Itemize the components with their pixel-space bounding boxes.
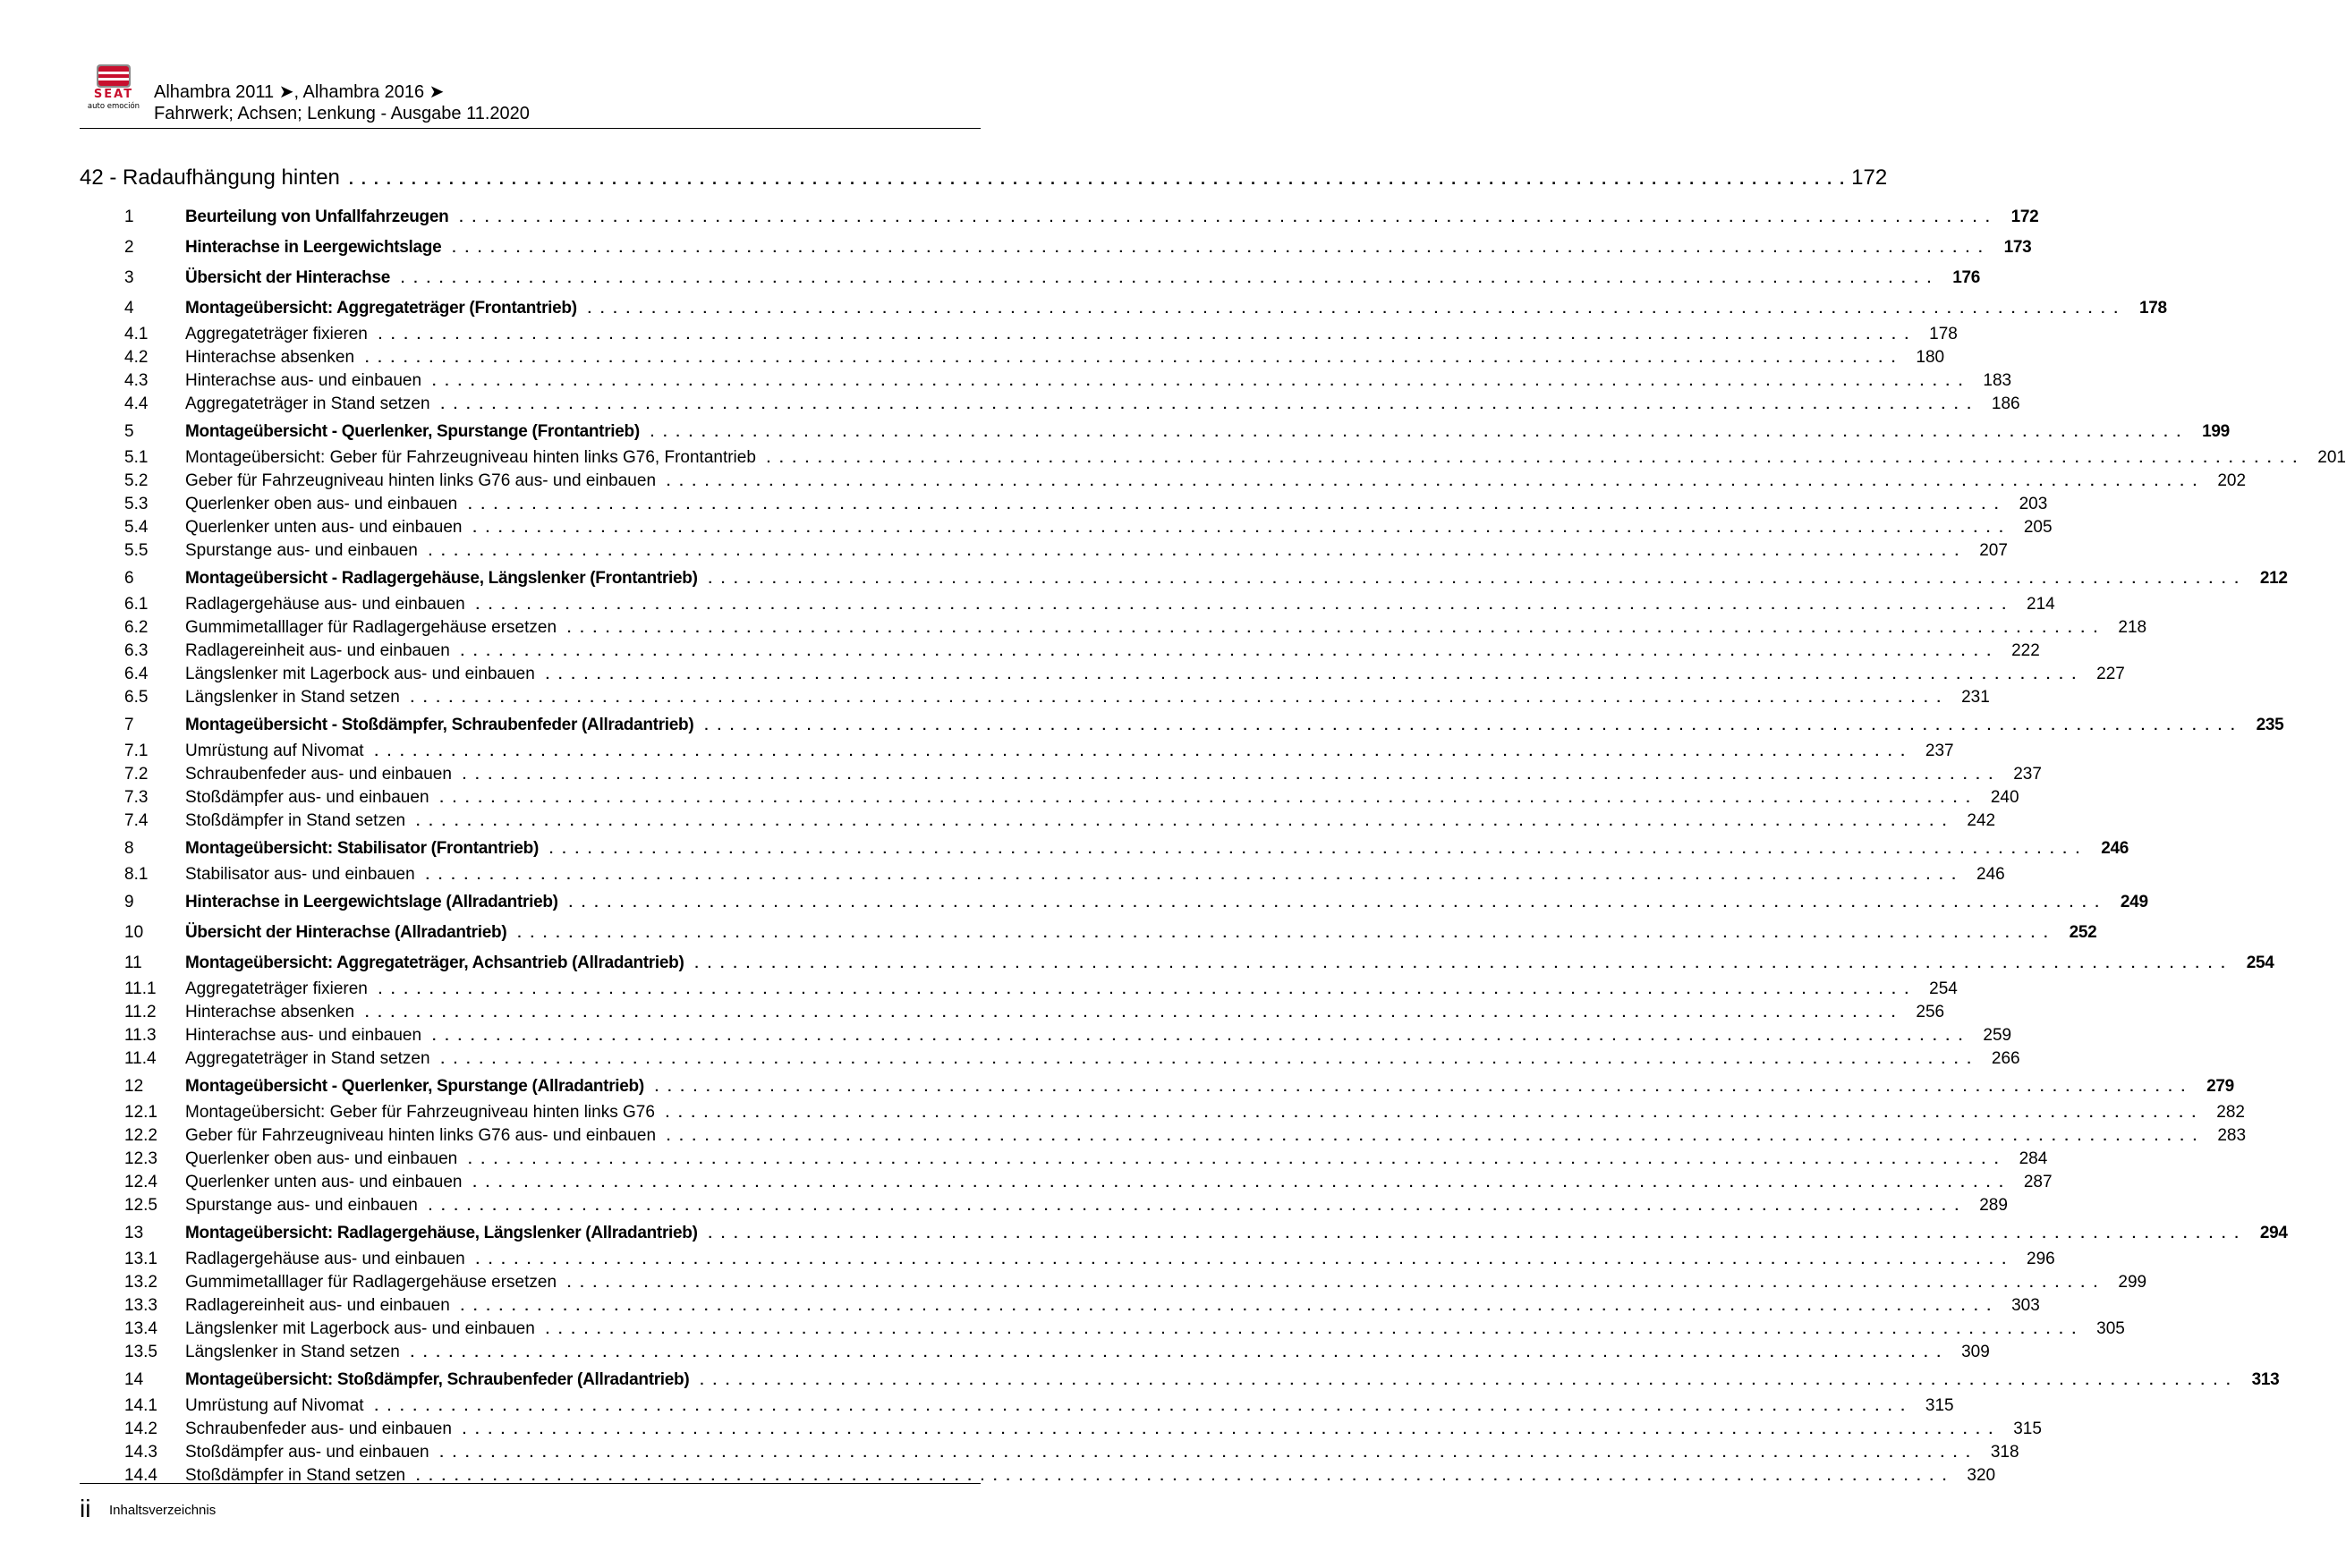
- toc-entry-page: 315: [1925, 1396, 1954, 1415]
- toc-entry[interactable]: [80, 919, 2097, 949]
- toc-entry-page: 294: [2259, 1224, 2288, 1242]
- toc-entry-number: 13.3: [124, 1296, 157, 1315]
- leader-dots: . . . . . . . . . . . . . . . . . . . . . . . . . . . . . . . . . . . . . . . . . . . . . . . . . . . . . . . . . . . . . . . . . . . . . . . . . . . . . . . . . . . . . . . . . . . . . . . . . . . . . . . . . . . . . . . . . . . . . . . .: [587, 301, 2121, 317]
- leader-dots: . . . . . . . . . . . . . . . . . . . . . . . . . . . . . . . . . . . . . . . . . . . . . . . . . . . . . . . . . . . . . . . . . . . . . . . . . . . . . . . . . . . . . . . . . . . . . . . . . . . . . . . . . . . . . . . . . . . . . . . .: [410, 1345, 1943, 1360]
- toc-entry[interactable]: [80, 788, 2019, 811]
- toc-entry-number: 11.4: [124, 1049, 157, 1068]
- toc-entry-title: Montageübersicht: Stabilisator (Frontantrieb): [185, 839, 540, 858]
- leader-dots: . . . . . . . . . . . . . . . . . . . . . . . . . . . . . . . . . . . . . . . . . . . . . . . . . . . . . . . . . . . . . . . . . . . . . . . . . . . . . . . . . . . . . . . . . . . . . . . . . . . . . . . . . . . . . . . . . . . . . . . .: [517, 926, 2051, 941]
- toc-entry[interactable]: [80, 665, 2125, 688]
- toc-entry[interactable]: [80, 765, 2042, 788]
- toc-entry[interactable]: [80, 1466, 1996, 1489]
- toc-entry[interactable]: [80, 471, 2247, 495]
- toc-entry-page: 246: [1976, 865, 2005, 884]
- brand-tagline: auto emoción: [87, 102, 140, 111]
- toc-entry-title: Montageübersicht - Querlenker, Spurstange (Frontantrieb): [185, 422, 640, 441]
- toc-entry-number: 3: [124, 268, 134, 287]
- toc-entry[interactable]: [80, 1296, 2040, 1319]
- toc-entry-title: Stoßdämpfer aus- und einbauen: [185, 1443, 429, 1462]
- toc-entry-page: 309: [1961, 1343, 1990, 1361]
- footer-section-label: Inhaltsverzeichnis: [109, 1503, 217, 1518]
- toc-entry-number: 14.1: [124, 1396, 157, 1415]
- toc-entry-title: Aggregateträger in Stand setzen: [185, 1049, 430, 1068]
- toc-entry[interactable]: [80, 418, 2230, 448]
- toc-entry[interactable]: [80, 1443, 2019, 1466]
- toc-entry-title: Montageübersicht: Geber für Fahrzeugniveau hinten links G76: [185, 1103, 655, 1122]
- toc-entry-number: 8.1: [124, 865, 149, 884]
- toc-entry-page: 235: [2256, 716, 2284, 734]
- toc-entry-title: Montageübersicht: Stoßdämpfer, Schraubenfeder (Allradantrieb): [185, 1370, 690, 1389]
- seat-emblem-icon: [80, 63, 148, 89]
- toc-chapter-heading[interactable]: [80, 165, 1888, 203]
- toc-entry-title: Stoßdämpfer in Stand setzen: [185, 811, 406, 830]
- toc-entry-title: Montageübersicht: Aggregateträger (Frontantrieb): [185, 299, 577, 318]
- leader-dots: . . . . . . . . . . . . . . . . . . . . . . . . . . . . . . . . . . . . . . . . . . . . . . . . . . . . . . . . . . . . . . . . . . . . . . . . . . . . . . . . . . . . . . . . . . . . . . . . . . . . . . . . . . . . . . . . . . . . . . . .: [462, 1422, 1995, 1437]
- toc-entry-page: 246: [2101, 839, 2129, 858]
- toc-entry-title: Geber für Fahrzeugniveau hinten links G76 aus- und einbauen: [185, 471, 657, 490]
- toc-entry-number: 4.3: [124, 371, 149, 390]
- leader-dots: . . . . . . . . . . . . . . . . . . . . . . . . . . . . . . . . . . . . . . . . . . . . . . . . . . . . . . . . . . . . . . . . . . . . . . . . . . . . . . . . . . . . . . . . . . . . . . . . . . . . . . . . . . . . . . . . . . . . . . . .: [439, 791, 1973, 806]
- leader-dots: . . . . . . . . . . . . . . . . . . . . . . . . . . . . . . . . . . . . . . . . . . . . . . . . . . . . . . . . . . . . . . . . . . . . . . . . . . . . . . . . . . . . . . . . . . . . . . . . . . . . . . . . . . . . . . . . . . . . . . . .: [472, 1175, 2006, 1191]
- toc-entry-title: Geber für Fahrzeugniveau hinten links G76 aus- und einbauen: [185, 1126, 657, 1145]
- toc-entry[interactable]: [80, 618, 2147, 641]
- leader-dots: . . . . . . . . . . . . . . . . . . . . . . . . . . . . . . . . . . . . . . . . . . . . . . . . . . . . . . . . . . . . . . . . . . . . . . . . . . . . . . . . . . . . . . . . . . . . . . . . . . . . . . . . . . . . . . . . . . . . . . . .: [567, 1276, 2101, 1291]
- toc-entry-number: 7.2: [124, 765, 149, 784]
- toc-entry[interactable]: [80, 1420, 2042, 1443]
- toc-entry-page: 201: [2317, 448, 2346, 467]
- toc-entry-title: Radlagergehäuse aus- und einbauen: [185, 1250, 465, 1268]
- header-manual-line: Fahrwerk; Achsen; Lenkung - Ausgabe 11.2020: [154, 104, 530, 123]
- toc-entry-number: 13.1: [124, 1250, 157, 1268]
- toc-entry-title: Längslenker mit Lagerbock aus- und einbauen: [185, 1319, 535, 1338]
- toc-entry-number: 12.5: [124, 1196, 157, 1215]
- toc-entry-page: 237: [2013, 765, 2042, 784]
- leader-dots: . . . . . . . . . . . . . . . . . . . . . . . . . . . . . . . . . . . . . . . . . . . . . . . . . . . . . . . . . . . . . . . . . . . . . . . . . . . . . . . . . . . . . . . . . . . . . . . . . . . . . . . . . . . . . . . . . . . . . . . .: [416, 1469, 1950, 1484]
- leader-dots: . . . . . . . . . . . . . . . . . . . . . . . . . . . . . . . . . . . . . . . . . . . . . . . . . . . . . . . . . . . . . . . . . . . . . . . . . . . . . . . . . . . . . . . . . . . . . . . . . . . . . . . . . . . . . . . . . . . . . . . .: [568, 895, 2102, 911]
- toc-entry-title: Stabilisator aus- und einbauen: [185, 865, 415, 884]
- toc-entry-number: 6.2: [124, 618, 149, 637]
- toc-entry[interactable]: [80, 641, 2040, 665]
- brand-name: SEAT: [93, 88, 134, 101]
- toc-entry[interactable]: [80, 949, 2274, 979]
- toc-entry-number: 10: [124, 923, 144, 942]
- toc-entry[interactable]: [80, 1273, 2147, 1296]
- toc-entry-title: Aggregateträger in Stand setzen: [185, 394, 430, 413]
- toc-entry-title: Übersicht der Hinterachse: [185, 268, 391, 287]
- toc-entry-title: Querlenker oben aus- und einbauen: [185, 1149, 458, 1168]
- leader-dots: . . . . . . . . . . . . . . . . . . . . . . . . . . . . . . . . . . . . . . . . . . . . . . . . . . . . . . . . . . . . . . . . . . . . . . . . . . . . . . . . . . . . . . . . . . . . . . . . . . . . . . . . . . . . . . . . . . . . . . . .: [378, 327, 1911, 343]
- toc-entry-number: 4.4: [124, 394, 149, 413]
- toc-entry-page: 320: [1967, 1466, 1996, 1485]
- leader-dots: . . . . . . . . . . . . . . . . . . . . . . . . . . . . . . . . . . . . . . . . . . . . . . . . . . . . . . . . . . . . . . . . . . . . . . . . . . . . . . . . . . . . . . . . . . . . . . . . . . . . . . . . . . . . . . . . . . . . . . . .: [439, 1445, 1973, 1461]
- toc-entry-number: 7: [124, 716, 134, 734]
- toc-entry[interactable]: [80, 1072, 2234, 1103]
- chapter-page: 172: [1851, 165, 1888, 190]
- toc-entry[interactable]: [80, 1219, 2288, 1250]
- toc-entry-page: 296: [2027, 1250, 2055, 1268]
- toc-entry-number: 11.1: [124, 979, 157, 998]
- toc-entry-page: 287: [2023, 1173, 2053, 1191]
- leader-dots: . . . . . . . . . . . . . . . . . . . . . . . . . . . . . . . . . . . . . . . . . . . . . . . . . . . . . . . . . . . . . . . . . . . . . . . . . . . . . . . . . . . . . . . . . . . . . . . . . . . . . . . . . . . . . . . . . . . . . . . .: [766, 451, 2299, 466]
- toc-entry-number: 1: [124, 208, 134, 226]
- toc-entry-title: Stoßdämpfer in Stand setzen: [185, 1466, 406, 1485]
- toc-entry[interactable]: [80, 742, 1954, 765]
- toc-entry-title: Hinterachse aus- und einbauen: [185, 371, 422, 390]
- leader-dots: . . . . . . . . . . . . . . . . . . . . . . . . . . . . . . . . . . . . . . . . . . . . . . . . . . . . . . . . . . . . . . . . . . . . . . . . . . . . . . . . . . . . . . . . . . . . . . . . . . . . . . . . . . . . . . . . . . . . . . . .: [440, 1052, 1974, 1067]
- leader-dots: . . . . . . . . . . . . . . . . . . . . . . . . . . . . . . . . . . . . . . . . . . . . . . . . . . . . . . . . . . . . . . . . . . . . . . . . . . . . . . . . . . . . . . . . . . . . . . . . . . . . . . . . . . . . . . . . . . . . . . . .: [365, 351, 1899, 366]
- leader-dots: . . . . . . . . . . . . . . . . . . . . . . . . . . . . . . . . . . . . . . . . . . . . . . . . . . . . . . . . . . . . . . . . . . . . . . . . . . . . . . . . . . . . . . . . . . . . . . . . . . . . . . . . . . . . . . . . . . . . . . . .: [654, 1080, 2188, 1095]
- leader-dots: . . . . . . . . . . . . . . . . . . . . . . . . . . . . . . . . . . . . . . . . . . . . . . . . . . . . . . . . . . . . . . . . . . . . . . . . . . . . . . . . . . . . . . . . . . . . . . . . . . . . . . . . . . . . . . . . . . . . . . . .: [468, 1152, 2002, 1167]
- leader-dots: . . . . . . . . . . . . . . . . . . . . . . . . . . . . . . . . . . . . . . . . . . . . . . . . . . . . . . . . . . . . . . . . . . . . . . . . . . . . . . . . . . . . . . . . . . . . . . . . . . . . . . . . . . . . . . . . . . . . . . . .: [432, 374, 1966, 389]
- toc-entry-page: 202: [2217, 471, 2247, 490]
- toc-entry[interactable]: [80, 348, 1945, 371]
- toc-entry-title: Montageübersicht: Aggregateträger, Achsantrieb (Allradantrieb): [185, 954, 684, 972]
- toc-entry-number: 4: [124, 299, 134, 318]
- toc-entry-number: 7.1: [124, 742, 149, 760]
- toc-entry-number: 14.3: [124, 1443, 157, 1462]
- leader-dots: . . . . . . . . . . . . . . . . . . . . . . . . . . . . . . . . . . . . . . . . . . . . . . . . . . . . . . . . . . . . . . . . . . . . . . . . . . . . . . . . . . . . . . . . . . . . . . . . . . . . . . . . . . . . . . . . . . . . . . . .: [708, 572, 2241, 587]
- toc-entry-title: Längslenker in Stand setzen: [185, 1343, 400, 1361]
- toc-entry-title: Umrüstung auf Nivomat: [185, 742, 364, 760]
- toc-entry-page: 218: [2118, 618, 2147, 637]
- toc-entry[interactable]: [80, 518, 2053, 541]
- toc-entry-page: 172: [2010, 208, 2039, 226]
- toc-entry-page: 186: [1991, 394, 2020, 413]
- leader-dots: . . . . . . . . . . . . . . . . . . . . . . . . . . . . . . . . . . . . . . . . . . . . . . . . . . . . . . . . . . . . . . . . . . . . . . . . . . . . . . . . . . . . . . . . . . . . . . . . . . . . . . . . . . . . . . . . . . . . . . . .: [416, 814, 1950, 829]
- toc-entry-number: 13.4: [124, 1319, 157, 1338]
- leader-dots: . . . . . . . . . . . . . . . . . . . . . . . . . . . . . . . . . . . . . . . . . . . . . . . . . . . . . . . . . . . . . . . . . . . . . . . . . . . . . . . . . . . . . . . . . . . . . . . . . . . . . . . . . . . . . . . . . . . . . . . .: [708, 1226, 2241, 1242]
- toc-entry-title: Hinterachse aus- und einbauen: [185, 1026, 422, 1045]
- leader-dots: . . . . . . . . . . . . . . . . . . . . . . . . . . . . . . . . . . . . . . . . . . . . . . . . . . . . . . . . . . . . . . . . . . . . . . . . . . . . . . . . . . . . . . . . . . . . . . . . . . . . . . . . . . . . . . . . . . . . . . . .: [665, 1106, 2198, 1121]
- toc-entry-title: Umrüstung auf Nivomat: [185, 1396, 364, 1415]
- toc-entry-number: 9: [124, 893, 134, 911]
- toc-entry-page: 205: [2023, 518, 2053, 537]
- leader-dots: . . . . . . . . . . . . . . . . . . . . . . . . . . . . . . . . . . . . . . . . . . . . . . . . . . . . . . . . . . . . . . . . . . . . . . . . . . . . . . . . . . . . . . . . . . . . . . . . . . . . . . . . . . . . . . . . . . . . . . . .: [694, 956, 2228, 971]
- toc-entry-page: 237: [1925, 742, 1954, 760]
- toc-entries: [80, 203, 2346, 1489]
- toc-entry-page: 222: [2011, 641, 2040, 660]
- toc-entry-page: 256: [1916, 1003, 1945, 1021]
- toc-entry-page: 254: [1929, 979, 1958, 998]
- toc-entry-page: 279: [2206, 1077, 2234, 1096]
- toc-entry[interactable]: [80, 371, 2012, 394]
- toc-entry-page: 252: [2069, 923, 2097, 942]
- toc-entry-page: 231: [1961, 688, 1990, 707]
- toc-entry[interactable]: [80, 1343, 1990, 1366]
- leader-dots: . . . . . . . . . . . . . . . . . . . . . . . . . . . . . . . . . . . . . . . . . . . . . . . . . . . . . . . . . . . . . . . . . . . . . . . . . . . . . . . . . . . . . . . . . . . . . . . . . . . . . . . . . . . . . . . . . . . . . . . .: [462, 767, 1995, 783]
- toc-entry[interactable]: [80, 1103, 2245, 1126]
- toc-entry-number: 14.2: [124, 1420, 157, 1438]
- toc-entry-number: 5: [124, 422, 134, 441]
- footer-page-number: ii: [80, 1495, 91, 1522]
- leader-dots: . . . . . . . . . . . . . . . . . . . . . . . . . . . . . . . . . . . . . . . . . . . . . . . . . . . . . . . . . . . . . . . . . . . . . . . . . . . . . . . . . . . . . . . . . . . . . . . . . . . . . . . . . . . . . . . . . . . . . . . .: [545, 1322, 2078, 1337]
- toc-entry-number: 5.3: [124, 495, 149, 513]
- leader-dots: . . . . . . . . . . . . . . . . . . . . . . . . . . . . . . . . . . . . . . . . . . . . . . . . . . . . . . . . . . . . . . . . . . . . . . . . . . . . . . . . . . . . . . . . . . . . . . . . . . . . . . . . . . . . . . . . . . . . . . . .: [428, 544, 1961, 559]
- toc-entry-page: 266: [1991, 1049, 2020, 1068]
- toc-entry[interactable]: [80, 448, 2346, 471]
- toc-entry[interactable]: [80, 541, 2008, 564]
- toc-entry[interactable]: [80, 711, 2284, 742]
- toc-entry-page: 305: [2096, 1319, 2125, 1338]
- toc-entry-number: 2: [124, 238, 134, 257]
- toc-entry-page: 178: [2138, 299, 2167, 318]
- toc-entry-number: 11.2: [124, 1003, 157, 1021]
- leader-dots: . . . . . . . . . . . . . . . . . . . . . . . . . . . . . . . . . . . . . . . . . . . . . . . . . . . . . . . . . . . . . . . . . . . . . . . . . . . . . . . . . . . . . . . . . . . . . . . . . . . . . . . . . . . . . . . . . . . . . . . .: [475, 598, 2009, 613]
- toc-entry-title: Montageübersicht - Stoßdämpfer, Schraubenfeder (Allradantrieb): [185, 716, 694, 734]
- toc-entry[interactable]: [80, 1196, 2008, 1219]
- toc-entry-title: Hinterachse in Leergewichtslage (Allradantrieb): [185, 893, 558, 911]
- toc-entry-number: 8: [124, 839, 134, 858]
- toc-entry-number: 6.5: [124, 688, 149, 707]
- leader-dots: . . . . . . . . . . . . . . . . . . . . . . . . . . . . . . . . . . . . . . . . . . . . . . . . . . . . . . . . . . . . . . . . . . . . . . . . . . . . . . . . . . . . . . . . . . . . . . . . . . . . . . . . . . . . . . . . . . . . . . . .: [452, 241, 1985, 256]
- toc-entry-title: Montageübersicht: Geber für Fahrzeugniveau hinten links G76, Frontantrieb: [185, 448, 756, 467]
- toc-entry-number: 13.5: [124, 1343, 157, 1361]
- toc-entry-number: 4.2: [124, 348, 149, 367]
- toc-entry-page: 183: [1983, 371, 2012, 390]
- toc-entry-title: Beurteilung von Unfallfahrzeugen: [185, 208, 449, 226]
- leader-dots: . . . . . . . . . . . . . . . . . . . . . . . . . . . . . . . . . . . . . . . . . . . . . . . . . . . . . . . . . . . . . . . . . . . . . . . . . . . . . . . . . . . . . . . . . . . . . . . . . . . . . . . . . . . . . . . . . . . . . . . .: [432, 1029, 1966, 1044]
- toc-entry[interactable]: [80, 264, 1981, 294]
- toc-entry-title: Hinterachse absenken: [185, 1003, 355, 1021]
- toc-entry-page: 259: [1983, 1026, 2012, 1045]
- toc-entry-page: 178: [1929, 325, 1958, 343]
- toc-entry-title: Radlagereinheit aus- und einbauen: [185, 1296, 450, 1315]
- toc-entry-title: Aggregateträger fixieren: [185, 979, 368, 998]
- toc-entry[interactable]: [80, 835, 2129, 865]
- toc-entry-title: Gummimetalllager für Radlagergehäuse ersetzen: [185, 618, 557, 637]
- toc-entry-number: 12.3: [124, 1149, 157, 1168]
- toc-entry-number: 14.4: [124, 1466, 157, 1485]
- toc-entry[interactable]: [80, 1250, 2055, 1273]
- leader-dots: . . . . . . . . . . . . . . . . . . . . . . . . . . . . . . . . . . . . . . . . . . . . . . . . . . . . . . . . . . . . . . . . . . . . . . . . . . . . . . . . . . . . . . . . . . . . . . . . . . . . . . . . . . . . . . . . . . . . . . . .: [460, 1299, 1993, 1314]
- toc-entry[interactable]: [80, 688, 1990, 711]
- leader-dots: . . . . . . . . . . . . . . . . . . . . . . . . . . . . . . . . . . . . . . . . . . . . . . . . . . . . . . . . . . . . . . . . . . . . . . . . . . . . . . . . . . . . . . . . . . . . . . . . . . . . . . . . . . . . . . . . . . . . . . . .: [401, 271, 1934, 286]
- toc-entry[interactable]: [80, 1049, 2020, 1072]
- toc-entry-page: 299: [2118, 1273, 2147, 1292]
- toc-entry-page: 303: [2011, 1296, 2040, 1315]
- leader-dots: . . . . . . . . . . . . . . . . . . . . . . . . . . . . . . . . . . . . . . . . . . . . . . . . . . . . . . . . . . . . . . . . . . . . . . . . . . . . . . . . . . . . . . . . . . . . . . . . . . . . . . . . . . . . . . . . . . . . . . . .: [428, 1199, 1961, 1214]
- leader-dots: . . . . . . . . . . . . . . . . . . . . . . . . . . . . . . . . . . . . . . . . . . . . . . . . . . . . . . . . . . . . . . . . . . . . . . . . . . . . . . . . . . . . . . . . . . . . . . . . . . . . . . . . . . . . . . . . . . . . . . . .: [545, 667, 2078, 682]
- seat-logo: [80, 63, 148, 114]
- toc-entry-page: 203: [2019, 495, 2048, 513]
- leader-dots: . . . . . . . . . . . . . . . . . . . . . . . . . . . . . . . . . . . . . . . . . . . . . . . . . . . . . . . . . . . . . . . . . . . . . . . . . . . . . . . . . . . . . . . . . . . . . . . . . . . . . . . . . . . . . . . . . . . . . . . .: [365, 1005, 1899, 1021]
- toc-entry[interactable]: [80, 979, 1958, 1003]
- toc-entry-number: 6.3: [124, 641, 149, 660]
- toc-entry-page: 212: [2259, 569, 2288, 588]
- toc-entry[interactable]: [80, 1126, 2247, 1149]
- leader-dots: . . . . . . . . . . . . . . . . . . . . . . . . . . . . . . . . . . . . . . . . . . . . . . . . . . . . . . . . . . . . . . . . . . . . . . . . . . . . . . . . . . . . . . . . . . . . . . . . . . . . . . . . . . . . . . . . . . . . . . . .: [700, 1373, 2233, 1388]
- toc-entry-title: Spurstange aus- und einbauen: [185, 1196, 418, 1215]
- toc-entry-number: 4.1: [124, 325, 149, 343]
- toc-entry[interactable]: [80, 1173, 2053, 1196]
- toc-entry[interactable]: [80, 1366, 2280, 1396]
- toc-entry[interactable]: [80, 1319, 2125, 1343]
- toc-entry-page: 242: [1967, 811, 1996, 830]
- toc-entry-page: 207: [1979, 541, 2008, 560]
- toc-entry-number: 6.1: [124, 595, 149, 614]
- toc-entry[interactable]: [80, 495, 2048, 518]
- toc-entry-number: 13: [124, 1224, 144, 1242]
- toc-entry-page: 318: [1990, 1443, 2019, 1462]
- toc-entry-number: 5.4: [124, 518, 149, 537]
- leader-dots: . . . . . . . . . . . . . . . . . . . . . . . . . . . . . . . . . . . . . . . . . . . . . . . . . . . . . . . . . . . . . . . . . . . . . . . . . . . . . . . . . . . . . . . . . . . . . . . . . . . . . . . . . . . . . . . . . . . . . . . .: [475, 1252, 2009, 1267]
- toc-entry-title: Montageübersicht - Querlenker, Spurstange (Allradantrieb): [185, 1077, 644, 1096]
- toc-entry-title: Querlenker unten aus- und einbauen: [185, 518, 463, 537]
- toc-entry-title: Aggregateträger fixieren: [185, 325, 368, 343]
- toc-entry[interactable]: [80, 595, 2055, 618]
- toc-entry-title: Längslenker in Stand setzen: [185, 688, 400, 707]
- toc-entry-title: Querlenker oben aus- und einbauen: [185, 495, 458, 513]
- toc-entry-title: Montageübersicht - Radlagergehäuse, Längslenker (Frontantrieb): [185, 569, 698, 588]
- toc-entry-title: Spurstange aus- und einbauen: [185, 541, 418, 560]
- leader-dots: . . . . . . . . . . . . . . . . . . . . . . . . . . . . . . . . . . . . . . . . . . . . . . . . . . . . . . . . . . . . . . . . . . . . . . . . . . . . . . . . . . . . . . . . . . . . . . . . . . . . . . . . . . . . . . . . . . . . . . . .: [667, 1129, 2200, 1144]
- toc-entry-title: Längslenker mit Lagerbock aus- und einbauen: [185, 665, 535, 683]
- toc-entry-page: 227: [2096, 665, 2125, 683]
- leader-dots: . . . . . . . . . . . . . . . . . . . . . . . . . . . . . . . . . . . . . . . . . . . . . . . . . . . . . . . . . . . . . . . . . . . . . . . . . . . . . . . . . . . . . . . . . . . . . . . . . . . . . . . . . . . . . . . . . . . . . . . .: [425, 868, 1959, 883]
- toc-entry-number: 5.5: [124, 541, 149, 560]
- toc-entry[interactable]: [80, 564, 2288, 595]
- leader-dots: . . . . . . . . . . . . . . . . . . . . . . . . . . . . . . . . . . . . . . . . . . . . . . . . . . . . . . . . . . . . . . . . . . . . . . . . . . . . . . . . . . . . . . . . . . . . . . . . . . . . . . . . . . . . . . . . . . . . . . . .: [460, 644, 1993, 659]
- toc-entry-page: 289: [1979, 1196, 2008, 1215]
- toc-entry-page: 240: [1990, 788, 2019, 807]
- toc-entry-title: Gummimetalllager für Radlagergehäuse ersetzen: [185, 1273, 557, 1292]
- toc-entry-page: 283: [2217, 1126, 2247, 1145]
- toc-entry[interactable]: [80, 1003, 1945, 1026]
- header-vehicle-line: Alhambra 2011 ➤, Alhambra 2016 ➤: [154, 82, 445, 102]
- toc-entry-title: Hinterachse in Leergewichtslage: [185, 238, 442, 257]
- leader-dots: . . . . . . . . . . . . . . . . . . . . . . . . . . . . . . . . . . . . . . . . . . . . . . . . . . . . . . . . . . . . . . . . . . . . . . . . . . . . . . . . . . . . . . . . . . . . . . . . . . . . . . . . . . . . . . . . . . . . . . . .: [374, 1399, 1908, 1414]
- toc-entry-number: 7.3: [124, 788, 149, 807]
- toc-entry[interactable]: [80, 1396, 1954, 1420]
- toc-entry-page: 249: [2120, 893, 2148, 911]
- toc-entry[interactable]: [80, 203, 2039, 233]
- leader-dots: . . . . . . . . . . . . . . . . . . . . . . . . . . . . . . . . . . . . . . . . . . . . . . . . . . . . . . . . . . . . . . . . . . . . . . . . . . . . . . . . . . . . . . . . . . . . . . . . . . . . . . . . . . . . . . . . . . . . . . . .: [348, 170, 1847, 188]
- toc-entry-number: 5.2: [124, 471, 149, 490]
- chapter-title: 42 - Radaufhängung hinten: [80, 165, 340, 190]
- toc-entry-number: 6: [124, 569, 134, 588]
- toc-entry-page: 199: [2202, 422, 2230, 441]
- leader-dots: . . . . . . . . . . . . . . . . . . . . . . . . . . . . . . . . . . . . . . . . . . . . . . . . . . . . . . . . . . . . . . . . . . . . . . . . . . . . . . . . . . . . . . . . . . . . . . . . . . . . . . . . . . . . . . . . . . . . . . . .: [704, 718, 2238, 733]
- toc-entry-number: 12.4: [124, 1173, 157, 1191]
- toc-entry-page: 176: [1952, 268, 1981, 287]
- toc-entry-number: 6.4: [124, 665, 149, 683]
- toc-entry[interactable]: [80, 865, 2005, 888]
- toc-entry-title: Montageübersicht: Radlagergehäuse, Längslenker (Allradantrieb): [185, 1224, 698, 1242]
- leader-dots: . . . . . . . . . . . . . . . . . . . . . . . . . . . . . . . . . . . . . . . . . . . . . . . . . . . . . . . . . . . . . . . . . . . . . . . . . . . . . . . . . . . . . . . . . . . . . . . . . . . . . . . . . . . . . . . . . . . . . . . .: [472, 521, 2006, 536]
- leader-dots: . . . . . . . . . . . . . . . . . . . . . . . . . . . . . . . . . . . . . . . . . . . . . . . . . . . . . . . . . . . . . . . . . . . . . . . . . . . . . . . . . . . . . . . . . . . . . . . . . . . . . . . . . . . . . . . . . . . . . . . .: [667, 474, 2200, 489]
- toc-entry[interactable]: [80, 811, 1996, 835]
- toc-entry-page: 173: [2003, 238, 2032, 257]
- toc-entry-number: 13.2: [124, 1273, 157, 1292]
- toc-entry[interactable]: [80, 888, 2148, 919]
- toc-entry-number: 11: [124, 954, 142, 972]
- toc-entry-number: 12.1: [124, 1103, 157, 1122]
- leader-dots: . . . . . . . . . . . . . . . . . . . . . . . . . . . . . . . . . . . . . . . . . . . . . . . . . . . . . . . . . . . . . . . . . . . . . . . . . . . . . . . . . . . . . . . . . . . . . . . . . . . . . . . . . . . . . . . . . . . . . . . .: [374, 744, 1908, 759]
- toc-entry-number: 7.4: [124, 811, 149, 830]
- toc-entry-number: 11.3: [124, 1026, 157, 1045]
- toc-entry-number: 12.2: [124, 1126, 157, 1145]
- toc-entry[interactable]: [80, 1149, 2048, 1173]
- toc-entry-page: 214: [2027, 595, 2055, 614]
- toc-entry-title: Radlagereinheit aus- und einbauen: [185, 641, 450, 660]
- header-rule: [80, 128, 981, 129]
- toc-entry-number: 14: [124, 1370, 144, 1389]
- toc-entry[interactable]: [80, 325, 1958, 348]
- leader-dots: . . . . . . . . . . . . . . . . . . . . . . . . . . . . . . . . . . . . . . . . . . . . . . . . . . . . . . . . . . . . . . . . . . . . . . . . . . . . . . . . . . . . . . . . . . . . . . . . . . . . . . . . . . . . . . . . . . . . . . . .: [567, 621, 2101, 636]
- toc-entry-number: 12: [124, 1077, 144, 1096]
- toc-entry-page: 313: [2251, 1370, 2280, 1389]
- toc-entry-title: Schraubenfeder aus- und einbauen: [185, 765, 452, 784]
- toc-entry-title: Übersicht der Hinterachse (Allradantrieb): [185, 923, 507, 942]
- toc-entry-title: Radlagergehäuse aus- und einbauen: [185, 595, 465, 614]
- table-of-contents: [80, 165, 2346, 1489]
- toc-entry[interactable]: [80, 233, 2032, 264]
- toc-entry-number: 5.1: [124, 448, 149, 467]
- toc-entry-title: Querlenker unten aus- und einbauen: [185, 1173, 463, 1191]
- leader-dots: . . . . . . . . . . . . . . . . . . . . . . . . . . . . . . . . . . . . . . . . . . . . . . . . . . . . . . . . . . . . . . . . . . . . . . . . . . . . . . . . . . . . . . . . . . . . . . . . . . . . . . . . . . . . . . . . . . . . . . . .: [410, 691, 1943, 706]
- toc-entry-page: 284: [2019, 1149, 2048, 1168]
- toc-entry[interactable]: [80, 1026, 2012, 1049]
- footer-rule: [80, 1483, 981, 1484]
- leader-dots: . . . . . . . . . . . . . . . . . . . . . . . . . . . . . . . . . . . . . . . . . . . . . . . . . . . . . . . . . . . . . . . . . . . . . . . . . . . . . . . . . . . . . . . . . . . . . . . . . . . . . . . . . . . . . . . . . . . . . . . .: [468, 497, 2002, 513]
- leader-dots: . . . . . . . . . . . . . . . . . . . . . . . . . . . . . . . . . . . . . . . . . . . . . . . . . . . . . . . . . . . . . . . . . . . . . . . . . . . . . . . . . . . . . . . . . . . . . . . . . . . . . . . . . . . . . . . . . . . . . . . .: [440, 397, 1974, 412]
- toc-entry-title: Stoßdämpfer aus- und einbauen: [185, 788, 429, 807]
- toc-entry-page: 315: [2013, 1420, 2042, 1438]
- toc-entry[interactable]: [80, 394, 2020, 418]
- toc-entry-title: Schraubenfeder aus- und einbauen: [185, 1420, 452, 1438]
- toc-entry-title: Hinterachse absenken: [185, 348, 355, 367]
- toc-entry-page: 282: [2216, 1103, 2245, 1122]
- toc-entry-page: 254: [2246, 954, 2274, 972]
- leader-dots: . . . . . . . . . . . . . . . . . . . . . . . . . . . . . . . . . . . . . . . . . . . . . . . . . . . . . . . . . . . . . . . . . . . . . . . . . . . . . . . . . . . . . . . . . . . . . . . . . . . . . . . . . . . . . . . . . . . . . . . .: [650, 425, 2183, 440]
- leader-dots: . . . . . . . . . . . . . . . . . . . . . . . . . . . . . . . . . . . . . . . . . . . . . . . . . . . . . . . . . . . . . . . . . . . . . . . . . . . . . . . . . . . . . . . . . . . . . . . . . . . . . . . . . . . . . . . . . . . . . . . .: [459, 210, 1993, 225]
- toc-entry[interactable]: [80, 294, 2167, 325]
- leader-dots: . . . . . . . . . . . . . . . . . . . . . . . . . . . . . . . . . . . . . . . . . . . . . . . . . . . . . . . . . . . . . . . . . . . . . . . . . . . . . . . . . . . . . . . . . . . . . . . . . . . . . . . . . . . . . . . . . . . . . . . .: [378, 982, 1911, 997]
- toc-entry-page: 180: [1916, 348, 1945, 367]
- leader-dots: . . . . . . . . . . . . . . . . . . . . . . . . . . . . . . . . . . . . . . . . . . . . . . . . . . . . . . . . . . . . . . . . . . . . . . . . . . . . . . . . . . . . . . . . . . . . . . . . . . . . . . . . . . . . . . . . . . . . . . . .: [549, 842, 2083, 857]
